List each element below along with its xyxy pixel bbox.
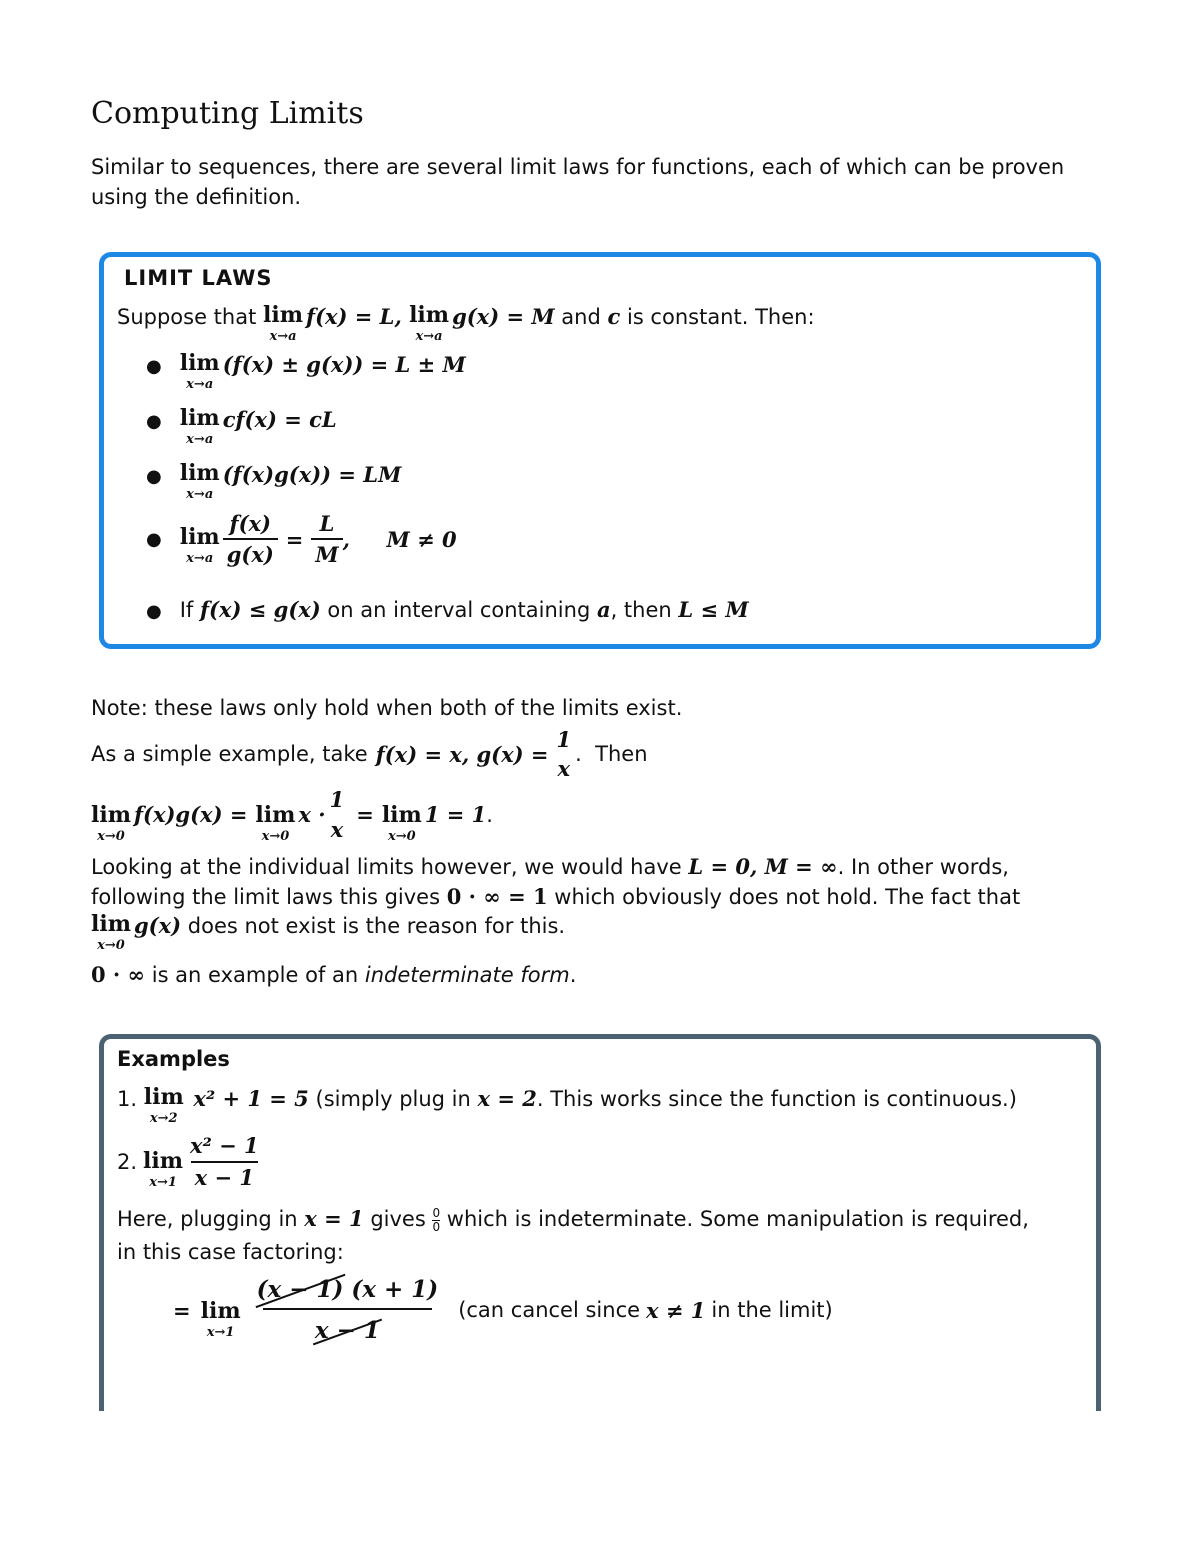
para2-l2-math: 0 · ∞ = 1 bbox=[446, 884, 548, 909]
example-1 bbox=[117, 1086, 1017, 1125]
para2-line-3 bbox=[91, 913, 565, 952]
factoring-lim bbox=[200, 1297, 241, 1340]
example-intro-prefix: As a simple example, take bbox=[91, 742, 368, 767]
fraction-denominator: g(x) bbox=[223, 538, 278, 566]
para2-l1-prefix: Looking at the individual limits however, we would have bbox=[91, 855, 682, 879]
law-result-fraction bbox=[311, 512, 342, 566]
premise-prefix: Suppose that bbox=[117, 305, 257, 329]
note-text: Note: these laws only hold when both of the limits exist. bbox=[91, 696, 683, 720]
example-2-lim bbox=[143, 1150, 183, 1189]
para2-line-2 bbox=[91, 884, 1020, 909]
indeterminate-mid: is an example of an bbox=[151, 963, 359, 987]
lim-subscript: x→a bbox=[186, 377, 214, 392]
fraction-denominator: 0 bbox=[432, 1219, 441, 1234]
law5-mid: on an interval containing bbox=[327, 598, 591, 622]
para2-lim bbox=[91, 913, 131, 952]
fraction-denominator: x − 1 bbox=[191, 1161, 258, 1189]
lim-word: lim bbox=[179, 350, 220, 376]
lim-word: lim bbox=[179, 523, 220, 550]
lim-word: lim bbox=[143, 1084, 184, 1110]
lim-subscript: x→0 bbox=[261, 829, 290, 844]
para2-l1-suffix: . In other words, bbox=[837, 855, 1009, 879]
bullet-icon: ● bbox=[146, 356, 162, 377]
lim-word: lim bbox=[255, 802, 296, 828]
premise-c: c bbox=[607, 304, 621, 329]
law-quotient-fraction bbox=[223, 512, 278, 566]
para2-l2-prefix: following the limit laws this gives bbox=[91, 885, 441, 909]
example-2 bbox=[117, 1134, 263, 1189]
limit-laws-heading: LIMIT LAWS bbox=[124, 266, 273, 290]
premise-math-1: f(x) = L, bbox=[306, 304, 410, 329]
factoring-fraction bbox=[249, 1277, 447, 1344]
lim-word: lim bbox=[91, 802, 131, 828]
premise-lim-2 bbox=[409, 304, 449, 343]
premise-math-2: g(x) = M bbox=[452, 304, 555, 329]
lim-subscript: x→2 bbox=[149, 1111, 178, 1126]
fraction-numerator: f(x) bbox=[229, 511, 271, 536]
lim-subscript: x→a bbox=[186, 487, 214, 502]
intro-paragraph: Similar to sequences, there are several limit laws for functions, each of which can be proven using the definition. bbox=[91, 155, 1065, 209]
page-title: Computing Limits bbox=[91, 96, 364, 131]
law5-then: , then bbox=[610, 598, 672, 622]
para2-l3-math: g(x) bbox=[134, 913, 182, 938]
example-2-explanation-2: in this case factoring: bbox=[117, 1240, 344, 1264]
lim-subscript: x→a bbox=[269, 329, 297, 344]
cancelled-factor: (x − 1) bbox=[256, 1276, 344, 1303]
para2-l1-math: L = 0, M = ∞ bbox=[688, 854, 838, 879]
factoring-line bbox=[173, 1277, 833, 1344]
para2-line-1 bbox=[91, 854, 1009, 879]
example-1-math: x² + 1 = 5 bbox=[193, 1086, 309, 1111]
calc-part-4: 1 = 1 bbox=[424, 802, 487, 827]
lim-word: lim bbox=[179, 405, 220, 431]
calc-end: . bbox=[486, 802, 493, 827]
law-sum bbox=[146, 352, 466, 391]
lim-word: lim bbox=[263, 302, 304, 328]
factoring-equals: = bbox=[173, 1297, 191, 1323]
lim-subscript: x→0 bbox=[97, 829, 125, 844]
law-equals: = bbox=[285, 526, 304, 552]
example-1-math-2: x = 2 bbox=[477, 1086, 537, 1111]
remaining-factor: (x + 1) bbox=[351, 1276, 439, 1303]
example-1-text-a: (simply plug in bbox=[315, 1087, 471, 1111]
limit-laws-premise bbox=[117, 304, 815, 343]
zero-over-zero bbox=[432, 1207, 440, 1233]
law5-prefix: If bbox=[179, 598, 194, 622]
premise-and: and bbox=[561, 305, 601, 329]
lim-word: lim bbox=[179, 460, 220, 486]
law5-math: f(x) ≤ g(x) bbox=[200, 597, 321, 622]
lim-word: lim bbox=[91, 911, 131, 937]
law-lim bbox=[180, 352, 220, 391]
calc-part-1: f(x)g(x) = bbox=[134, 802, 248, 827]
example-intro-math: f(x) = x, g(x) = bbox=[375, 741, 549, 767]
law-comparison bbox=[146, 597, 749, 622]
lim-subscript: x→1 bbox=[149, 1175, 177, 1190]
example-2-explanation-1 bbox=[117, 1206, 1029, 1233]
calc-lim-2 bbox=[255, 804, 295, 843]
fraction-numerator: 1 bbox=[556, 727, 572, 752]
fraction-numerator: x² − 1 bbox=[190, 1133, 259, 1159]
cancelled-denominator: x − 1 bbox=[314, 1317, 380, 1345]
bullet-icon: ● bbox=[146, 528, 162, 550]
factoring-note-a: (can cancel since bbox=[458, 1298, 641, 1323]
indeterminate-math: 0 · ∞ bbox=[91, 962, 146, 987]
lim-subscript: x→a bbox=[186, 550, 214, 566]
fraction-numerator: L bbox=[319, 511, 335, 536]
indeterminate-end: . bbox=[569, 963, 577, 987]
here-gives: gives bbox=[370, 1207, 426, 1231]
lim-subscript: x→a bbox=[415, 329, 443, 344]
calc-fraction bbox=[326, 788, 349, 840]
example-2-number: 2. bbox=[117, 1149, 138, 1174]
law-expression: cf(x) = cL bbox=[222, 407, 337, 432]
factoring-note-b: in the limit) bbox=[711, 1298, 833, 1323]
calc-lim-1 bbox=[91, 804, 131, 843]
calc-part-2: x · bbox=[298, 802, 326, 827]
lim-word: lim bbox=[200, 1297, 241, 1324]
fraction-numerator bbox=[249, 1277, 447, 1308]
example-2-fraction bbox=[186, 1134, 263, 1188]
law-product bbox=[146, 462, 401, 501]
examples-heading: Examples bbox=[117, 1047, 230, 1071]
example-1-number: 1. bbox=[117, 1087, 138, 1111]
law-lim bbox=[180, 462, 220, 501]
lim-word: lim bbox=[143, 1148, 184, 1174]
example-intro-fraction bbox=[552, 728, 575, 780]
example-intro bbox=[91, 728, 648, 780]
law-lim bbox=[179, 523, 220, 566]
calc-lim-3 bbox=[382, 804, 422, 843]
example-intro-suffix: . Then bbox=[575, 742, 648, 767]
law-expression: (f(x)g(x)) = LM bbox=[222, 462, 402, 487]
para2-l3-suffix: does not exist is the reason for this. bbox=[187, 914, 566, 938]
lim-word: lim bbox=[381, 802, 422, 828]
fraction-denominator bbox=[263, 1308, 432, 1343]
law5-a: a bbox=[596, 597, 611, 622]
fraction-denominator: x bbox=[330, 816, 344, 842]
bullet-icon: ● bbox=[146, 601, 162, 622]
fraction-numerator: 0 bbox=[432, 1205, 441, 1220]
factoring-note-math: x ≠ 1 bbox=[646, 1297, 706, 1323]
lim-word: lim bbox=[409, 302, 450, 328]
bullet-icon: ● bbox=[146, 411, 162, 432]
lim-subscript: x→0 bbox=[97, 938, 125, 953]
bullet-icon: ● bbox=[146, 466, 162, 487]
here-math: x = 1 bbox=[304, 1206, 364, 1231]
lim-subscript: x→1 bbox=[206, 1324, 235, 1340]
law-condition: , M ≠ 0 bbox=[342, 526, 457, 552]
indeterminate-term: indeterminate form bbox=[364, 963, 570, 987]
premise-lim-1 bbox=[263, 304, 303, 343]
premise-suffix: is constant. Then: bbox=[626, 305, 815, 329]
calc-line bbox=[91, 786, 493, 843]
here-prefix: Here, plugging in bbox=[117, 1207, 298, 1231]
fraction-denominator: x bbox=[557, 756, 571, 782]
indeterminate-line bbox=[91, 962, 576, 987]
here-suffix: which is indeterminate. Some manipulation is required, bbox=[446, 1207, 1029, 1231]
law-expression: (f(x) ± g(x)) = L ± M bbox=[222, 352, 466, 377]
fraction-numerator: 1 bbox=[329, 787, 345, 813]
fraction-denominator: M bbox=[311, 538, 342, 566]
para2-l2-suffix: which obviously does not hold. The fact that bbox=[554, 885, 1021, 909]
lim-subscript: x→0 bbox=[387, 829, 416, 844]
lim-subscript: x→a bbox=[186, 432, 214, 447]
law-lim bbox=[180, 407, 220, 446]
example-1-lim bbox=[144, 1086, 184, 1125]
law5-result: L ≤ M bbox=[678, 597, 749, 622]
law-quotient bbox=[146, 512, 457, 566]
example-1-text-b: . This works since the function is continuous.) bbox=[536, 1087, 1017, 1111]
law-constant bbox=[146, 407, 337, 446]
calc-part-3: = bbox=[356, 802, 374, 827]
